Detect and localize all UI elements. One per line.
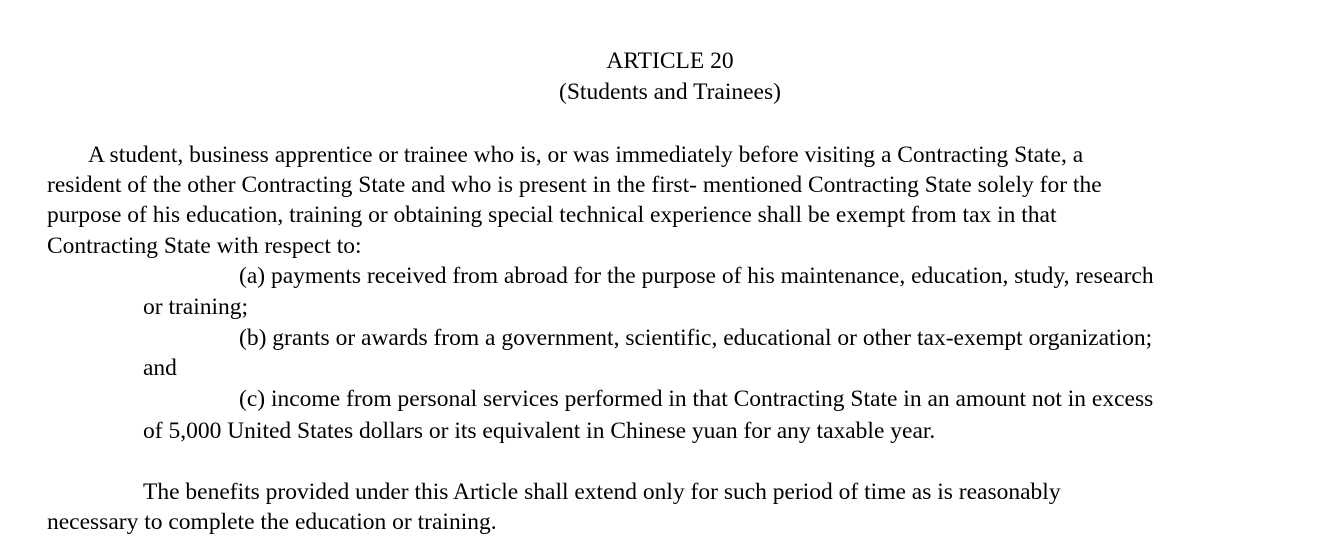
item-line: (b) grants or awards from a government, scientific, educational or other tax-exempt organization; xyxy=(239,325,1153,351)
paragraph-line: purpose of his education, training or obtaining special technical experience shall be exempt from tax in that xyxy=(47,202,1057,228)
item-line: and xyxy=(143,355,177,381)
paragraph-line: A student, business apprentice or trainee who is, or was immediately before visiting a Contracting State, a xyxy=(88,142,1084,168)
paragraph-line: The benefits provided under this Article shall extend only for such period of time as is reasonably xyxy=(143,479,1061,505)
article-title: ARTICLE 20 xyxy=(606,48,734,74)
paragraph-line: resident of the other Contracting State and who is present in the first- mentioned Contracting State solely for the xyxy=(47,172,1102,198)
article-subtitle: (Students and Trainees) xyxy=(559,79,781,105)
paragraph-line: Contracting State with respect to: xyxy=(47,233,362,259)
paragraph-line: necessary to complete the education or training. xyxy=(47,509,497,535)
item-line: (c) income from personal services performed in that Contracting State in an amount not in excess xyxy=(239,386,1154,412)
item-line: or training; xyxy=(143,294,249,320)
item-line: (a) payments received from abroad for the purpose of his maintenance, education, study, research xyxy=(239,263,1154,289)
item-line: of 5,000 United States dollars or its equivalent in Chinese yuan for any taxable year. xyxy=(143,418,936,444)
